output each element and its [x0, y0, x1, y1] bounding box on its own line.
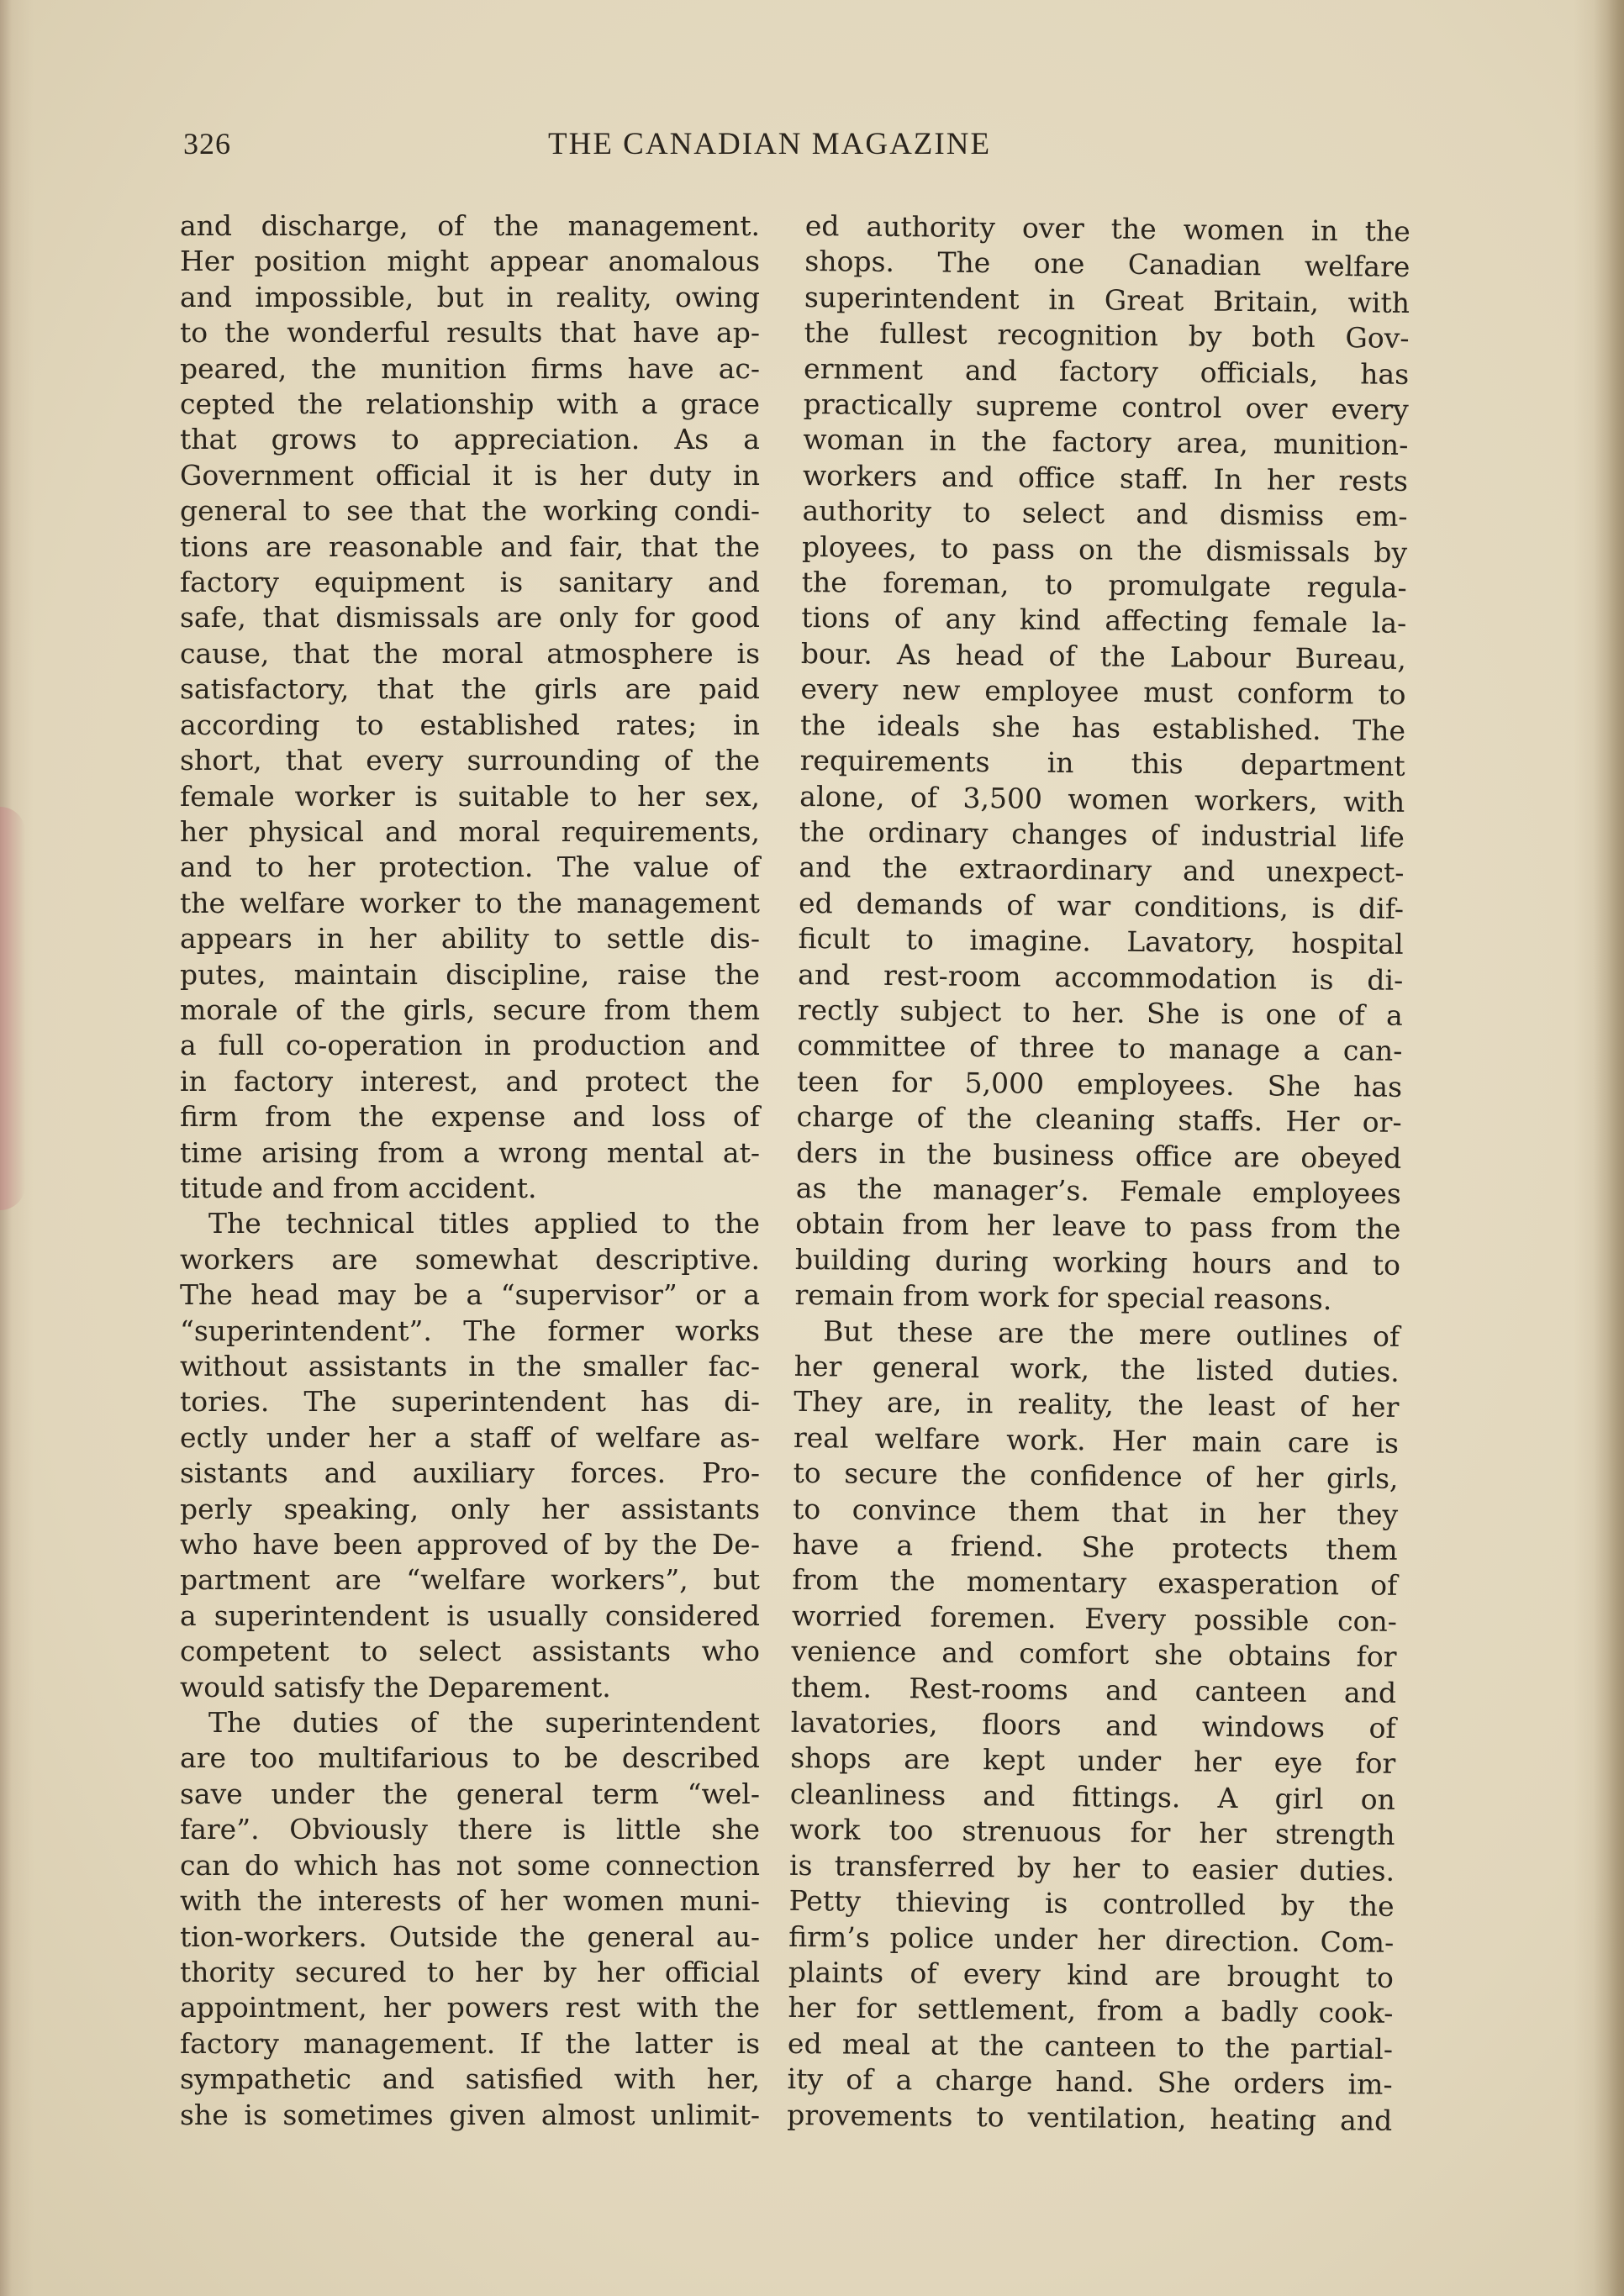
- right-column-text-line: ernment and factory officials, has: [803, 351, 1410, 391]
- left-column-text-line: sympathetic and satisfied with her,: [180, 2062, 760, 2096]
- left-column-text-line: according to established rates; in: [180, 708, 760, 741]
- left-column-text-line: perly speaking, only her assistants: [180, 1492, 760, 1525]
- left-column-text-line: The head may be a “supervisor” or a: [180, 1278, 760, 1312]
- right-column-text-line: bour. As head of the Labour Bureau,: [800, 636, 1407, 676]
- right-column-text-line: ficult to imagine. Lavatory, hospital: [798, 922, 1404, 961]
- right-column-text-line: is transferred by her to easier duties.: [788, 1848, 1395, 1888]
- left-column-text-line: satisfactory, that the girls are paid: [180, 672, 760, 706]
- left-column-text-line: her physical and moral requirements,: [180, 814, 760, 848]
- left-column-text-line: safe, that dismissals are only for good: [180, 601, 760, 635]
- right-column-text-line: practically supreme control over every: [803, 387, 1409, 426]
- left-column-text-line: “superintendent”. The former works: [180, 1314, 760, 1347]
- thumb-shadow: [0, 807, 25, 1210]
- left-column-text-line: without assistants in the smaller fac-: [180, 1350, 760, 1382]
- right-column-text-line: building during working hours and to: [794, 1242, 1401, 1282]
- right-column-text-line: have a friend. She protects them: [792, 1527, 1398, 1567]
- left-column-text-line: general to see that the working condi-: [180, 494, 760, 528]
- left-column-text-line: factory management. If the latter is: [180, 2026, 760, 2060]
- left-column-text-line: female worker is suitable to her sex,: [180, 779, 760, 813]
- left-column-text-line: and discharge, of the management.: [180, 209, 760, 242]
- left-column-text-line: a full co-operation in production and: [180, 1029, 760, 1062]
- left-column-text-line: ectly under her a staff of welfare as-: [180, 1420, 760, 1454]
- right-column-text-line: lavatories, floors and windows of: [790, 1705, 1396, 1745]
- right-column-text-line: authority to select and dismiss em-: [802, 494, 1408, 534]
- left-column-text-line: peared, the munition firms have ac-: [180, 351, 760, 385]
- right-column-text-line: But these are the mere outlines of: [822, 1314, 1400, 1353]
- left-column-text-line: morale of the girls, secure from them: [180, 993, 760, 1026]
- right-column-text-line: ders in the business office are obeyed: [796, 1135, 1402, 1175]
- left-column-text-line: fare”. Obviously there is little she: [180, 1813, 760, 1846]
- right-column-text-line: her for settlement, from a badly cook-: [788, 1991, 1394, 2030]
- right-column-text-line: ed demands of war conditions, is dif-: [798, 886, 1405, 925]
- right-column-text-line: remain from work for special reasons.: [794, 1278, 1332, 1317]
- right-column-text-line: cleanliness and fittings. A girl on: [789, 1777, 1396, 1816]
- left-column-text-line: titude and from accident.: [180, 1171, 537, 1204]
- right-column-text-line: the ordinary changes of industrial life: [799, 814, 1405, 854]
- right-column-text-line: as the manager’s. Female employees: [795, 1171, 1401, 1210]
- left-column-text-line: tions are reasonable and fair, that the: [180, 529, 760, 563]
- right-column-text-line: tions of any kind affecting female la-: [801, 601, 1407, 640]
- left-column-text-line: would satisfy the Deparement.: [180, 1670, 611, 1704]
- right-column-text-line: and rest-room accommodation is di-: [798, 957, 1404, 997]
- right-column-text-line: venience and comfort she obtains for: [791, 1635, 1397, 1674]
- right-column-text-line: the foreman, to promulgate regula-: [801, 566, 1407, 604]
- right-column-text-line: Petty thieving is controlled by the: [788, 1884, 1395, 1923]
- left-column-text-line: time arising from a wrong mental at-: [180, 1135, 760, 1169]
- right-column-text-line: plaints of every kind are brought to: [788, 1955, 1395, 1994]
- left-column-text-line: in factory interest, and protect the: [180, 1064, 760, 1098]
- right-column-text-line: them. Rest-rooms and canteen and: [790, 1670, 1397, 1709]
- left-column-text-line: The technical titles applied to the: [208, 1207, 760, 1240]
- left-column-text-line: save under the general term “wel-: [180, 1777, 760, 1810]
- right-column-text-line: shops. The one Canadian welfare: [804, 245, 1410, 284]
- right-column-text-line: alone, of 3,500 women workers, with: [799, 779, 1405, 819]
- right-column-text-line: ployees, to pass on the dismissals by: [801, 529, 1408, 569]
- left-column-text-line: putes, maintain discipline, raise the: [180, 957, 760, 991]
- left-column-text-line: a superintendent is usually considered: [180, 1598, 760, 1632]
- left-column-text-line: to the wonderful results that have ap-: [180, 316, 760, 350]
- left-column-text-line: are too multifarious to be described: [180, 1741, 760, 1775]
- right-column-text-line: every new employee must conform to: [800, 672, 1406, 712]
- right-column-text-line: obtain from her leave to pass from the: [795, 1207, 1401, 1246]
- left-column-text-line: sistants and auxiliary forces. Pro-: [180, 1456, 760, 1490]
- right-column-text-line: and the extraordinary and unexpect-: [799, 850, 1405, 890]
- right-column-text-line: from the momentary exasperation of: [792, 1563, 1398, 1603]
- left-text-column: [180, 208, 760, 2133]
- right-column-text-line: her general work, the listed duties.: [794, 1349, 1400, 1388]
- page-number: 326: [183, 127, 231, 161]
- left-column-text-line: she is sometimes given almost unlimit-: [180, 2098, 760, 2131]
- left-column-text-line: appears in her ability to settle dis-: [180, 922, 760, 956]
- right-column-text-line: firm’s police under her direction. Com-: [788, 1919, 1395, 1959]
- right-column-text-line: workers and office staff. In her rests: [802, 458, 1409, 498]
- right-column-text-line: work too strenuous for her strength: [789, 1813, 1395, 1852]
- left-column-text-line: that grows to appreciation. As a: [180, 423, 760, 456]
- right-column-text-line: They are, in reality, the least of her: [794, 1385, 1400, 1424]
- left-column-text-line: workers are somewhat descriptive.: [180, 1242, 760, 1276]
- left-column-text-line: tories. The superintendent has di-: [180, 1385, 760, 1419]
- left-column-text-line: with the interests of her women muni-: [180, 1884, 760, 1918]
- left-column-text-line: and to her protection. The value of: [180, 850, 760, 884]
- left-column-text-line: factory equipment is sanitary and: [180, 566, 760, 599]
- right-column-text-line: real welfare work. Her main care is: [793, 1420, 1400, 1460]
- right-column-text-line: worried foremen. Every possible con-: [791, 1598, 1398, 1638]
- left-column-text-line: can do which has not some connection: [180, 1848, 760, 1882]
- left-column-text-line: Her position might appear anomalous: [180, 245, 760, 278]
- right-column-text-line: committee of three to manage a can-: [797, 1029, 1403, 1068]
- right-column-text-line: ed meal at the canteen to the partial-: [787, 2026, 1394, 2066]
- page-edge-shadow: [1594, 0, 1624, 2296]
- right-column-text-line: shops are kept under her eye for: [790, 1741, 1396, 1781]
- left-column-text-line: The duties of the superintendent: [208, 1706, 760, 1740]
- right-column-text-line: ed authority over the women in the: [804, 208, 1410, 248]
- left-column-text-line: and impossible, but in reality, owing: [180, 280, 760, 313]
- page-header: [0, 126, 1624, 168]
- right-text-column: [787, 208, 1410, 2139]
- right-column-text-line: to convince them that in her they: [792, 1492, 1399, 1531]
- right-column-text-line: rectly subject to her. She is one of a: [797, 993, 1404, 1032]
- left-column-text-line: who have been approved of by the De-: [180, 1528, 760, 1561]
- running-title: THE CANADIAN MAGAZINE: [548, 127, 992, 161]
- left-column-text-line: partment are “welfare workers”, but: [180, 1563, 760, 1597]
- right-column-text-line: ity of a charge hand. She orders im-: [787, 2062, 1393, 2101]
- left-column-text-line: firm from the expense and loss of: [180, 1100, 760, 1134]
- right-column-text-line: to secure the confidence of her girls,: [793, 1456, 1399, 1496]
- left-column-text-line: competent to select assistants who: [180, 1635, 760, 1668]
- right-column-text-line: provements to ventilation, heating and: [787, 2098, 1393, 2137]
- right-column-text-line: the ideals she has established. The: [799, 708, 1406, 747]
- left-column-text-line: thority secured to her by her official: [180, 1955, 760, 1988]
- right-column-text-line: requirements in this department: [799, 744, 1405, 782]
- right-column-text-line: charge of the cleaning staffs. Her or-: [796, 1100, 1402, 1140]
- left-column-text-line: Government official it is her duty in: [180, 458, 760, 492]
- left-column-text-line: the welfare worker to the management: [180, 886, 760, 919]
- left-column-text-line: appointment, her powers rest with the: [180, 1991, 760, 2025]
- right-column-text-line: teen for 5,000 employees. She has: [796, 1064, 1403, 1103]
- left-column-text-line: cause, that the moral atmosphere is: [180, 636, 760, 670]
- right-column-text-line: the fullest recognition by both Gov-: [804, 316, 1410, 355]
- left-column-text-line: tion-workers. Outside the general au-: [180, 1919, 760, 1953]
- right-column-text-line: superintendent in Great Britain, with: [804, 280, 1410, 319]
- right-column-text-line: woman in the factory area, munition-: [803, 423, 1409, 462]
- left-column-text-line: cepted the relationship with a grace: [180, 387, 760, 421]
- left-column-text-line: short, that every surrounding of the: [180, 744, 760, 777]
